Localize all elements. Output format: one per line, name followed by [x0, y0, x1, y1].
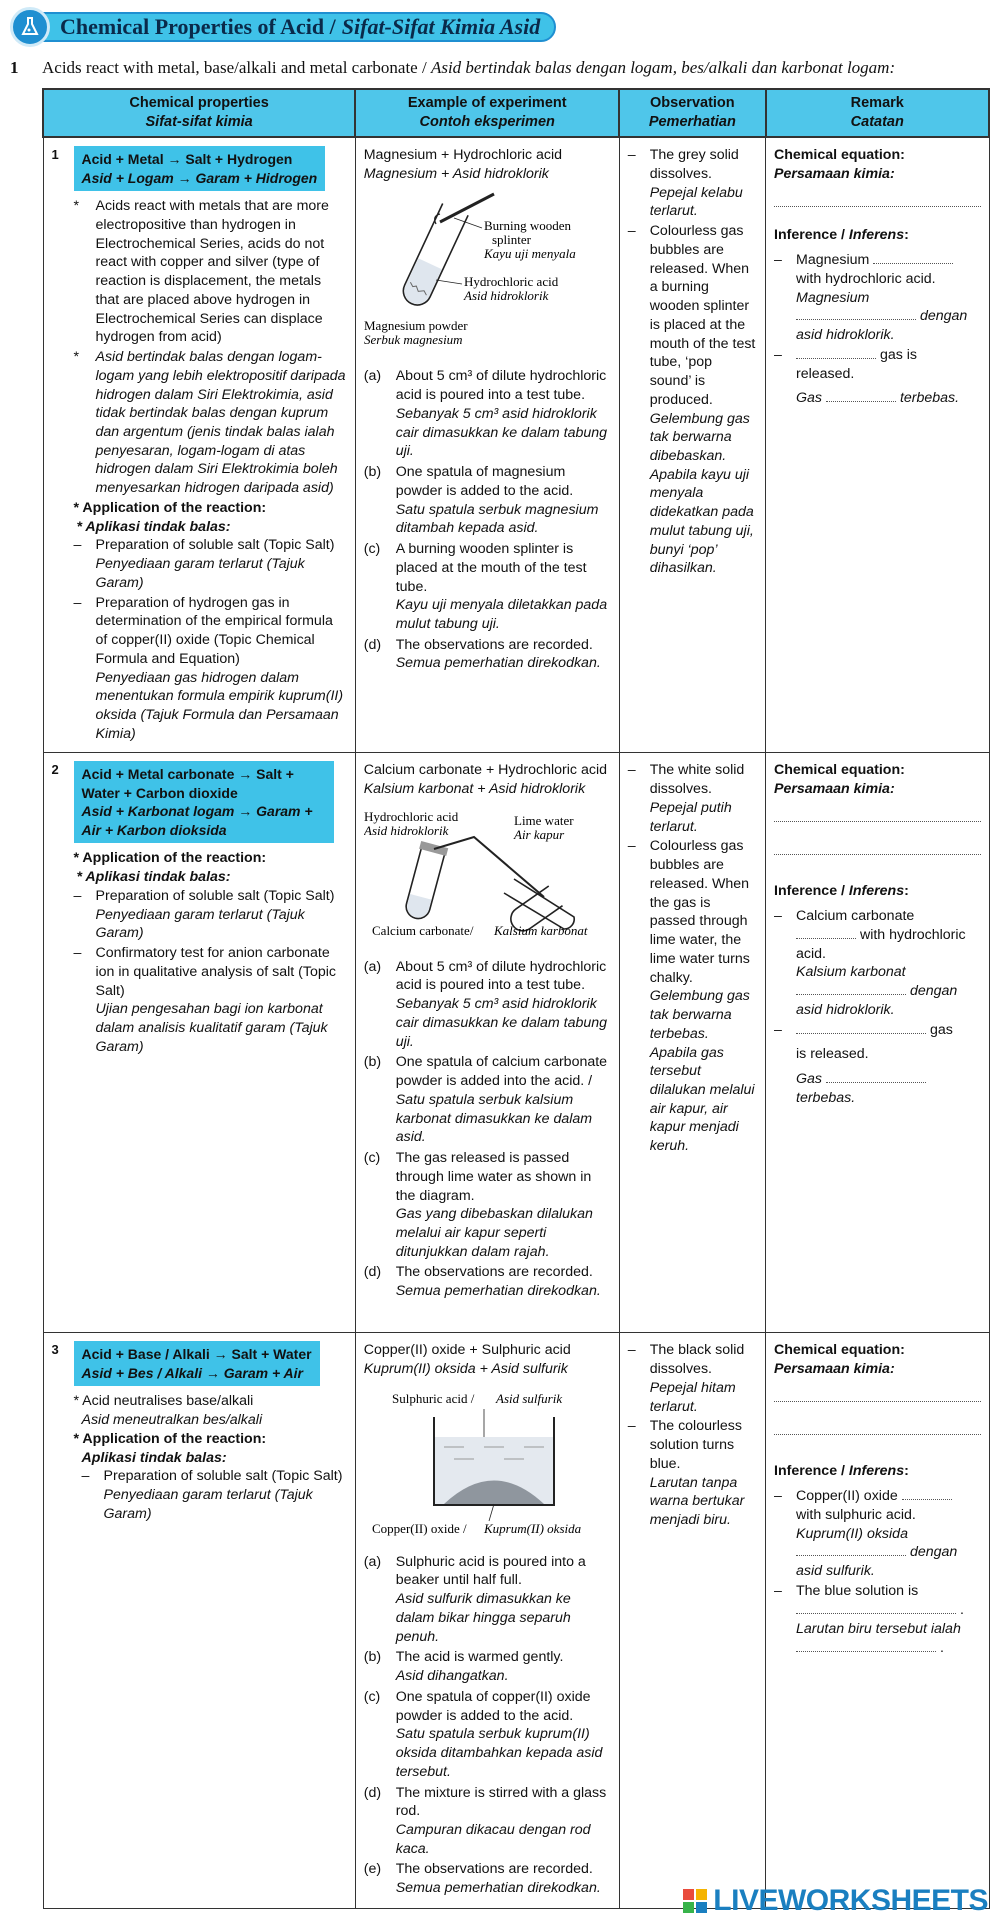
intro-english: Acids react with metal, base/alkali and metal carbonate /: [42, 58, 427, 77]
diagram-label: Burning wooden: [483, 217, 571, 233]
diagram-label: Asid hidroklorik: [463, 287, 549, 303]
col-header-properties: Chemical properties Sifat-sifat kimia: [43, 89, 355, 137]
application-heading: * Application of the reaction:: [73, 1430, 267, 1447]
beaker-diagram: [364, 1387, 610, 1537]
table-row: [43, 1333, 989, 1908]
diagram-label: Copper(II) oxide /: [371, 1520, 467, 1536]
diagram-label: Kayu uji menyala: [483, 245, 576, 261]
diagram-label: Kalsium karbonat: [493, 922, 588, 938]
flask-icon: [10, 7, 50, 47]
observation-cell: – The grey solid dissolves. Pepejal kelabu terlarut. – Colourless gas bubbles are released. When a burning wooden splinter is placed at the mouth of the test tube, ‘pop sound’ is produced. Gelembung gas tak berwarna dibebaskan. Apabila kayu uji menyala didekatkan pada mulut tabung uji, bunyi ‘pop’ dihasilkan.: [619, 137, 765, 753]
reaction-equation-box: Acid + Metal carbonate → Salt + Water + Carbon dioxide Asid + Karbonat logam → Garam + Air + Karbon dioksida: [74, 761, 334, 843]
note-text: Acids react with metals that are more electropositive than hydrogen in Electrochemical Series, acids do not react with copper and silver (type of reaction is displacement, the metals that are placed above hydrogen in Electrochemical Series can displace hydrogen from acid): [95, 198, 329, 346]
remark-cell: Chemical equation: Persamaan kimia: Inference / Inferens: – Magnesium with hydrochloric acid. Magnesium dengan asid hidroklorik. – gas is released. Gas terbebas.: [766, 137, 990, 753]
application-heading-malay: * Aplikasi tindak balas:: [76, 518, 231, 535]
logo-icon: [683, 1889, 707, 1913]
diagram-label: Hydrochloric acid: [363, 808, 458, 824]
reaction-equation-box: Acid + Base / Alkali → Salt + Water Asid + Bes / Alkali → Garam + Air: [74, 1341, 320, 1386]
table-row: [43, 137, 989, 753]
col-header-experiment: Example of experiment Contoh eksperimen: [355, 89, 619, 137]
properties-cell: 3 Acid + Base / Alkali → Salt + Water Asid + Bes / Alkali → Garam + Air * Acid neutralises base/alkali Asid meneutralkan bes/alkali * Application of the reaction: Aplikasi tindak balas: – Preparation of soluble salt (Topic Salt) Penyediaan garam terlarut (Tajuk Garam): [43, 1333, 355, 1908]
answer-blank[interactable]: [826, 401, 896, 402]
experiment-title: Copper(II) oxide + Sulphuric acid: [363, 1342, 571, 1359]
experiment-title-malay: Kalsium karbonat + Asid hidroklorik: [363, 781, 586, 798]
answer-blank[interactable]: [796, 1613, 956, 1614]
application-heading-malay: * Aplikasi tindak balas:: [76, 869, 231, 886]
observation-cell: – The black solid dissolves. Pepejal hitam terlarut. – The colourless solution turns blue. Larutan tanpa warna bertukar menjadi biru.: [619, 1333, 765, 1908]
application-heading: * Application of the reaction:: [73, 850, 267, 867]
title-malay: Sifat-Sifat Kimia Asid: [341, 14, 541, 39]
answer-blank[interactable]: [796, 1033, 926, 1034]
properties-cell: 2 Acid + Metal carbonate → Salt + Water + Carbon dioxide Asid + Karbonat logam → Garam + Air + Karbon dioksida * Application of the reaction: * Aplikasi tindak balas: – Preparation of soluble salt (Topic Salt) Penyediaan garam terlarut (Tajuk Garam) – Confirmatory test for anion carbonate ion in qualitative analysis of salt (Topic Salt) Ujian pengesahan bagi ion karbonat dalam analisis kualitatif garam (Tajuk Garam): [43, 753, 355, 1333]
diagram-label: Air kapur: [513, 826, 564, 842]
answer-blank[interactable]: [774, 821, 981, 822]
diagram-label: Hydrochloric acid: [463, 273, 558, 289]
col-header-remark: Remark Catatan: [766, 89, 990, 137]
intro-line: [10, 58, 995, 78]
diagram-label: Asid sulfurik: [495, 1390, 562, 1406]
table-header-row: [43, 89, 989, 137]
answer-blank[interactable]: [774, 206, 981, 207]
answer-blank[interactable]: [796, 358, 876, 359]
experiment-cell: Copper(II) oxide + Sulphuric acid Kuprum(II) oksida + Asid sulfurik Sulphuric acid / Asid sulfurik Copper(II) oxide / Kuprum(II) oksida (a) Sulphuric acid is poured into a beaker until half full. Asid sulfurik dimasukkan ke dalam bikar hingga separuh penuh. (b) The acid is warmed gently. Asid dihangatkan. (c) One spatula of copper(II) oxide powder is added to the acid. Satu spatula serbuk kuprum(II) oksida ditambahkan kepada asid tersebut. (d) The mixture is stirred with a glass rod. Campuran dikacau dengan rod kaca. (e) The observations are recorded. Semua pemerhatian direkodkan.: [355, 1333, 619, 1908]
answer-blank[interactable]: [796, 1555, 906, 1556]
diagram-label: Lime water: [513, 812, 574, 828]
properties-cell: 1 Acid + Metal → Salt + Hydrogen Asid + Logam → Garam + Hidrogen * Acids react with metals that are more electropositive than hydrogen in Electrochemical Series, acids do not react with copper and silver (type of reaction is displacement, the metals that are placed above hydrogen in Electrochemical Series can displace hydrogen from acid) * Asid bertindak balas dengan logam-logam yang lebih elektropositif daripada hidrogen dalam Siri Elektrokimia, asid tidak bertindak balas dengan kuprum dan argentum (jenis tindak balas ialah penyesaran, logam-logam di atas hidrogen dalam Siri Elektrokimia boleh menyesarkan hidrogen daripada asid) * Application of the reaction: * Aplikasi tindak balas: – Preparation of soluble salt (Topic Salt) Penyediaan garam terlarut (Tajuk Garam) – Preparation of hydrogen gas in determination of the empirical formula of copper(II) oxide (Topic Chemical Formula and Equation) Penyediaan gas hidrogen dalam menentukan formula empirik kuprum(II) oksida (Tajuk Formula dan Persamaan Kimia): [43, 137, 355, 753]
section-title: [10, 8, 610, 46]
diagram-label: Magnesium powder: [363, 317, 468, 333]
experiment-cell: Magnesium + Hydrochloric acid Magnesium + Asid hidroklorik Burning wooden splinter Kayu uji menyala Hydrochloric acid Asid hidroklorik Magnesium powder Serbuk magnesium (a) About 5 cm³ of dilute hydrochloric acid is poured into a test tube. Sebanyak 5 cm³ asid hidroklorik cair dimasukkan ke dalam tabung uji. (b) One spatula of magnesium powder is added to the acid. Satu spatula serbuk magnesium ditambah kepada asid. (c) A burning wooden splinter is placed at the mouth of the test tube. Kayu uji menyala diletakkan pada mulut tabung uji. (d) The observations are recorded. Semua pemerhatian direkodkan.: [355, 137, 619, 753]
answer-blank[interactable]: [774, 1401, 981, 1402]
application-heading: * Application of the reaction:: [73, 499, 267, 516]
experiment-title: Magnesium + Hydrochloric acid: [363, 147, 563, 164]
experiment-cell: Calcium carbonate + Hydrochloric acid Kalsium karbonat + Asid hidroklorik Hydrochloric acid Asid hidroklorik Lime water Air kapur Calcium carbonate/ Kalsium karbonat (a) About 5 cm³ of dilute hydrochloric acid is poured into a test tube. Sebanyak 5 cm³ asid hidroklorik cair dimasukkan ke dalam tabung uji. (b) One spatula of calcium carbonate powder is added into the acid. / Satu spatula serbuk kalsium karbonat dimasukkan ke dalam asid. (c) The gas released is passed through lime water as shown in the diagram. Gas yang dibebaskan dilalukan melalui air kapur seperti ditunjukkan dalam rajah. (d) The observations are recorded. Semua pemerhatian direkodkan.: [355, 753, 619, 1333]
col-header-observation: Observation Pemerhatian: [619, 89, 765, 137]
row-number: 1: [51, 147, 59, 163]
answer-blank[interactable]: [873, 263, 953, 264]
row-number: 2: [51, 762, 59, 778]
diagram-label: Asid hidroklorik: [363, 822, 449, 838]
experiment-title-malay: Kuprum(II) oksida + Asid sulfurik: [363, 1361, 568, 1378]
neutralisation-note: * Acid neutralises base/alkali: [73, 1393, 254, 1410]
answer-blank[interactable]: [826, 1082, 926, 1083]
properties-table: [42, 88, 990, 1909]
question-number: 1: [10, 58, 19, 77]
answer-blank[interactable]: [902, 1499, 952, 1500]
diagram-label: Sulphuric acid /: [391, 1390, 475, 1406]
application-heading-malay: Aplikasi tindak balas:: [81, 1449, 227, 1466]
remark-cell: Chemical equation: Persamaan kimia: Inference / Inferens: – Calcium carbonate with hydrochloric acid. Kalsium karbonat dengan asid hidroklorik. – gas is released. Gas terbebas.: [766, 753, 990, 1333]
answer-blank[interactable]: [796, 938, 856, 939]
diagram-label: Calcium carbonate/: [371, 922, 474, 938]
remark-cell: Chemical equation: Persamaan kimia: Inference / Inferens: – Copper(II) oxide with sulphuric acid. Kuprum(II) oksida dengan asid sulfurik. – The blue solution is . Larutan biru tersebut ialah .: [766, 1333, 990, 1908]
test-tube-diagram: [364, 192, 610, 352]
table-row: [43, 753, 989, 1333]
experiment-title-malay: Magnesium + Asid hidroklorik: [363, 165, 549, 182]
diagram-label: Serbuk magnesium: [363, 331, 463, 347]
answer-blank[interactable]: [796, 1651, 936, 1652]
row-number: 3: [51, 1342, 59, 1358]
answer-blank[interactable]: [796, 994, 906, 995]
lime-water-diagram: [364, 807, 610, 942]
reaction-equation-box: Acid + Metal → Salt + Hydrogen Asid + Logam → Garam + Hidrogen: [74, 146, 326, 191]
answer-blank[interactable]: [774, 1434, 981, 1435]
diagram-label: Kuprum(II) oksida: [483, 1520, 581, 1536]
answer-blank[interactable]: [774, 854, 981, 855]
neutralisation-note-malay: Asid meneutralkan bes/alkali: [81, 1412, 263, 1429]
intro-malay: Asid bertindak balas dengan logam, bes/alkali dan karbonat logam:: [430, 58, 896, 77]
note-text: Asid bertindak balas dengan logam-logam yang lebih elektropositif daripada hidrogen dalam Siri Elektrokimia, asid tidak bertindak balas dengan kuprum dan argentum (jenis tindak balas ialah penyesaran, logam-logam di atas hidrogen dalam Siri Elektrokimia boleh menyesarkan hidrogen daripada asid): [95, 349, 346, 497]
liveworksheets-logo: LIVEWORKSHEETS: [683, 1884, 988, 1918]
experiment-title: Calcium carbonate + Hydrochloric acid: [363, 762, 607, 779]
answer-blank[interactable]: [796, 319, 916, 320]
diagram-label: splinter: [491, 231, 531, 247]
title-english: Chemical Properties of Acid /: [60, 14, 336, 39]
observation-cell: – The white solid dissolves. Pepejal putih terlarut. – Colourless gas bubbles are released. When the gas is passed through lime water, the lime water turns chalky. Gelembung gas tak berwarna terbebas. Apabila gas tersebut dilalukan melalui air kapur, air kapur menjadi keruh.: [619, 753, 765, 1333]
